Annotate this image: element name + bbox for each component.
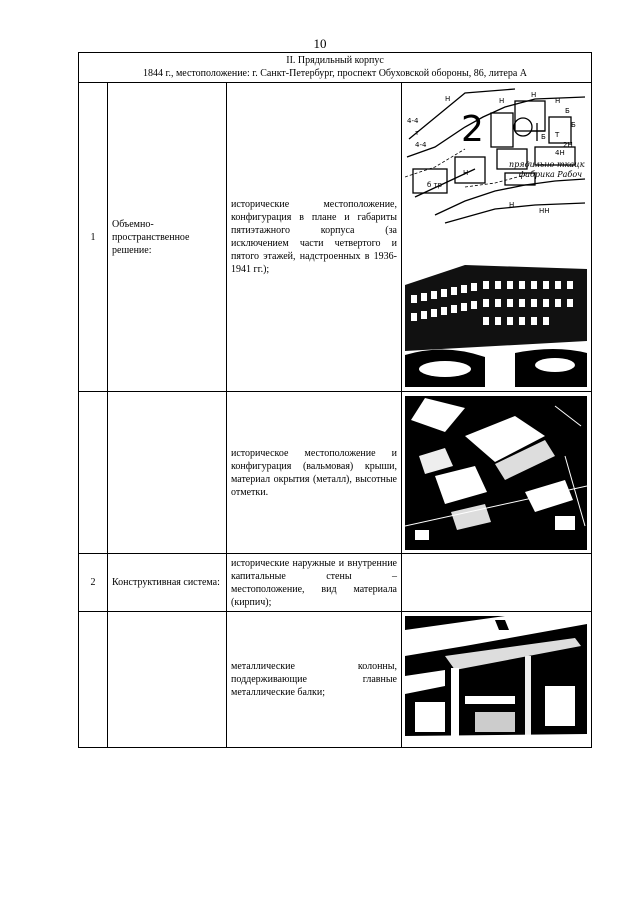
table-row bbox=[79, 392, 592, 554]
map-label: 4Н bbox=[555, 149, 565, 157]
map-label: Б bbox=[541, 133, 546, 141]
row-images bbox=[402, 83, 592, 392]
map-label: Н bbox=[531, 91, 537, 99]
table-header bbox=[79, 53, 592, 83]
map-label: Н bbox=[463, 169, 469, 177]
row-name-empty bbox=[108, 392, 227, 554]
map-label: Н bbox=[555, 97, 561, 105]
cadastral-map-image bbox=[405, 87, 588, 227]
map-label: Н bbox=[509, 201, 515, 209]
map-label: Н bbox=[445, 95, 451, 103]
map-label: НН bbox=[539, 207, 550, 215]
map-label: 4-4 bbox=[407, 117, 419, 125]
row-description: исторические местоположение, конфигурация в плане и габариты пятиэтажного корпуса (за исключением части четвертого и пятого этажей, надстроенных в 1936-1941 гг.); bbox=[227, 83, 402, 392]
map-label: 4-4 bbox=[415, 141, 427, 149]
map-label: Б bbox=[571, 121, 576, 129]
row-number: 2 bbox=[79, 554, 108, 612]
row-images-empty bbox=[402, 554, 592, 612]
page-number: 10 bbox=[313, 36, 327, 51]
map-label: 2Н bbox=[563, 141, 573, 149]
row-images bbox=[402, 612, 592, 748]
row-name: Конструктивная система: bbox=[108, 554, 227, 612]
row-number-empty bbox=[79, 612, 108, 748]
building-subtitle: 1844 г., местоположение: г. Санкт-Петербург, проспект Обуховской обороны, 86, литера А bbox=[143, 68, 528, 79]
table-row bbox=[79, 83, 592, 392]
row-name-empty bbox=[108, 612, 227, 748]
heritage-table bbox=[78, 52, 592, 748]
row-description: историческое местоположение и конфигурация (вальмовая) крыши, материал окрытия (металл), высотные отметки. bbox=[227, 392, 402, 554]
building-title: II. Прядильный корпус bbox=[286, 55, 384, 66]
map-label: Т bbox=[555, 131, 560, 139]
table-row bbox=[79, 612, 592, 748]
building-facade-photo bbox=[405, 259, 588, 387]
row-name: Объемно-пространственное решение: bbox=[108, 83, 227, 392]
row-number: 1 bbox=[79, 83, 108, 392]
row-description: металлические колонны, поддерживающие главные металлические балки; bbox=[227, 612, 402, 748]
map-factory-line2: фабрика Рабоч bbox=[519, 170, 583, 179]
map-label: т bbox=[415, 129, 420, 137]
row-number-empty bbox=[79, 392, 108, 554]
aerial-roof-photo bbox=[405, 396, 588, 550]
interior-columns-photo bbox=[405, 616, 588, 744]
map-label: Н bbox=[499, 97, 505, 105]
table-header-row bbox=[79, 53, 592, 83]
map-factory-line1: прядильно-ткацк bbox=[509, 160, 585, 169]
map-label: Б bbox=[565, 107, 570, 115]
row-description: исторические наружные и внутренние капитальные стены – местоположение, вид материала (кирпич); bbox=[227, 554, 402, 612]
table-row bbox=[79, 554, 592, 612]
map-number-label: 2 bbox=[461, 109, 484, 150]
row-images bbox=[402, 392, 592, 554]
map-label: б тр bbox=[427, 181, 443, 189]
